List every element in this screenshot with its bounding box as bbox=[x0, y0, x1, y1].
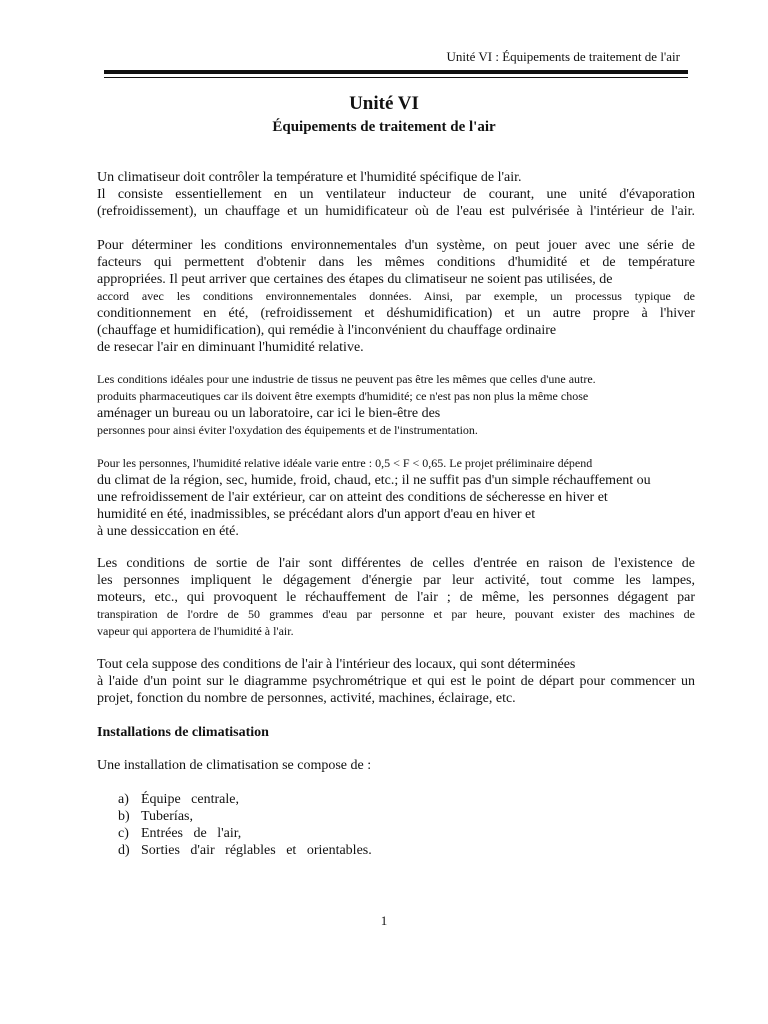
header-rule-thin bbox=[104, 77, 688, 78]
list-item bbox=[118, 825, 372, 842]
text-line: à une dessiccation en été. bbox=[97, 524, 239, 539]
paragraph-4 bbox=[97, 455, 695, 540]
text-line: (chauffage et humidification), qui remédie à l'inconvénient du chauffage ordinaire bbox=[97, 323, 557, 338]
paragraph-6 bbox=[97, 656, 695, 707]
list-marker: d) bbox=[118, 843, 130, 858]
text-line: Une installation de climatisation se compose de : bbox=[97, 758, 372, 773]
list-item bbox=[118, 842, 372, 859]
text-line: vapeur qui apportera de l'humidité à l'air. bbox=[97, 624, 294, 638]
text-line: humidité en été, inadmissibles, se précédant alors d'un apport d'eau en hiver et bbox=[97, 507, 536, 522]
header-rule-thick bbox=[104, 70, 688, 74]
paragraph-3 bbox=[97, 371, 695, 439]
list-marker: b) bbox=[118, 809, 130, 824]
list-marker: c) bbox=[118, 826, 129, 841]
list-item bbox=[118, 808, 372, 825]
text-line: transpiration de l'ordre de 50 grammes d'eau par personne et par heure, pouvant exister des machines de bbox=[97, 607, 695, 621]
text-line: Pour déterminer les conditions environnementales d'un système, on peut jouer avec une série de bbox=[97, 238, 695, 253]
list-item bbox=[118, 791, 372, 808]
text-line: moteurs, etc., qui provoquent le réchauffement de l'air ; de même, les personnes dégagent par bbox=[97, 590, 695, 605]
paragraph-1 bbox=[97, 169, 695, 220]
text-line: (refroidissement), un chauffage et un humidificateur où de l'eau est pulvérisée à l'intérieur de l'air. bbox=[97, 204, 695, 219]
list-item-text: Entrées de l'air, bbox=[141, 826, 242, 841]
text-line: Les conditions de sortie de l'air sont différentes de celles d'entrée en raison de l'existence de bbox=[97, 556, 695, 571]
text-line: du climat de la région, sec, humide, froid, chaud, etc.; il ne suffit pas d'un simple réchauffement ou bbox=[97, 473, 651, 488]
text-line: facteurs qui permettent d'obtenir dans les mêmes conditions d'humidité et de température bbox=[97, 255, 695, 270]
page-subtitle: Équipements de traitement de l'air bbox=[272, 119, 496, 135]
text-line: Tout cela suppose des conditions de l'air à l'intérieur des locaux, qui sont déterminées bbox=[97, 657, 576, 672]
text-line: projet, fonction du nombre de personnes, activité, machines, éclairage, etc. bbox=[97, 691, 516, 706]
text-line: conditionnement en été, (refroidissement et déshumidification) et un autre propre à l'hiver bbox=[97, 306, 695, 321]
section-heading: Installations de climatisation bbox=[97, 725, 269, 740]
page-title: Unité VI bbox=[349, 93, 419, 114]
paragraph-7 bbox=[97, 757, 695, 774]
text-line: à l'aide d'un point sur le diagramme psychrométrique et qui est le point de départ pour commencer un bbox=[97, 674, 695, 689]
text-line: personnes pour ainsi éviter l'oxydation des équipements et de l'instrumentation. bbox=[97, 423, 478, 437]
component-list bbox=[118, 791, 372, 859]
text-line: produits pharmaceutiques car ils doivent être exempts d'humidité; ce n'est pas non plus la même chose bbox=[97, 389, 589, 403]
text-line: de resecar l'air en diminuant l'humidité relative. bbox=[97, 340, 364, 355]
text-line: Il consiste essentiellement en un ventilateur inducteur de courant, une unité d'évaporation bbox=[97, 187, 695, 202]
list-item-text: Équipe centrale, bbox=[141, 792, 239, 807]
list-item-text: Sorties d'air réglables et orientables. bbox=[141, 843, 372, 858]
text-line: Un climatiseur doit contrôler la température et l'humidité spécifique de l'air. bbox=[97, 170, 522, 185]
running-header: Unité VI : Équipements de traitement de l'air bbox=[446, 49, 680, 64]
paragraph-5 bbox=[97, 555, 695, 640]
text-line: une refroidissement de l'air extérieur, car on atteint des conditions de sécheresse en hiver et bbox=[97, 490, 608, 505]
text-line: les personnes impliquent le dégagement d'énergie par leur activité, tout comme les lampes, bbox=[97, 573, 695, 588]
list-item-text: Tuberías, bbox=[141, 809, 193, 824]
list-marker: a) bbox=[118, 792, 129, 807]
text-line: accord avec les conditions environnementales données. Ainsi, par exemple, un processus typique de bbox=[97, 289, 695, 303]
page-number: 1 bbox=[380, 913, 388, 928]
text-line: appropriées. Il peut arriver que certaines des étapes du climatiseur ne soient pas utilisées, de bbox=[97, 272, 613, 287]
paragraph-2 bbox=[97, 237, 695, 356]
text-line: aménager un bureau ou un laboratoire, car ici le bien-être des bbox=[97, 406, 441, 421]
text-line: Les conditions idéales pour une industrie de tissus ne peuvent pas être les mêmes que celles d'une autre. bbox=[97, 372, 596, 386]
text-line: Pour les personnes, l'humidité relative idéale varie entre : 0,5 < F < 0,65. Le projet préliminaire dépend bbox=[97, 456, 593, 470]
